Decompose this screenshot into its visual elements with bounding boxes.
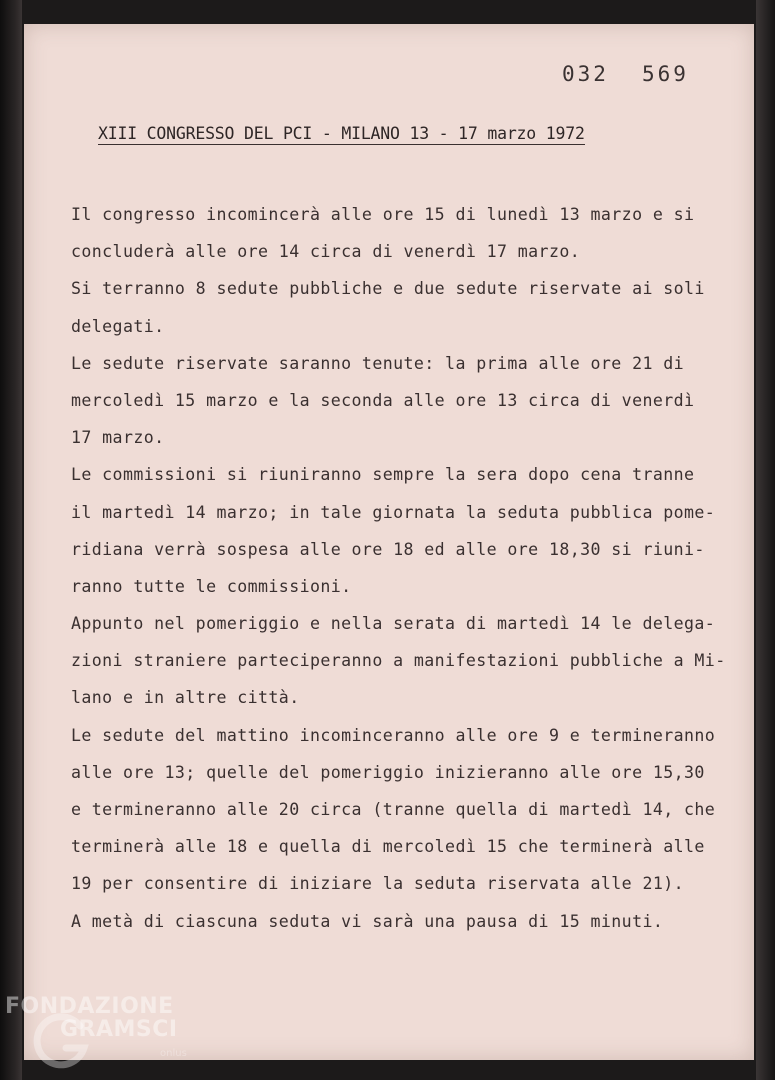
text-line: mercoledì 15 marzo e la seconda alle ore 13 circa di venerdì bbox=[71, 390, 695, 410]
text-line: Le commissioni si riuniranno sempre la sera dopo cena tranne bbox=[71, 465, 695, 485]
text-line: A metà di ciascuna seduta vi sarà una pausa di 15 minuti. bbox=[71, 911, 664, 931]
text-line: terminerà alle 18 e quella di mercoledì 15 che terminerà alle bbox=[71, 837, 705, 857]
scan-border-right bbox=[756, 0, 775, 1080]
text-line: zioni straniere parteciperanno a manifestazioni pubbliche a Mi- bbox=[71, 651, 726, 671]
document-page bbox=[24, 24, 754, 1060]
text-line: e termineranno alle 20 circa (tranne quella di martedì 14, che bbox=[71, 800, 716, 819]
text-line: delegati. bbox=[71, 316, 165, 336]
scan-border-left bbox=[0, 0, 22, 1080]
text-line: ranno tutte le commissioni. bbox=[71, 576, 352, 596]
text-line: 19 per consentire di iniziare la seduta riservata alle 21). bbox=[71, 874, 685, 894]
text-line: Le sedute del mattino incominceranno alle ore 9 e termineranno bbox=[71, 725, 716, 745]
text-line: Il congresso incomincerà alle ore 15 di lunedì 13 marzo e si bbox=[71, 205, 695, 224]
text-line: 17 marzo. bbox=[71, 428, 165, 448]
text-line: concluderà alle ore 14 circa di venerdì 17 marzo. bbox=[71, 242, 581, 262]
text-line: Si terranno 8 sedute pubbliche e due sedute riservate ai soli bbox=[71, 279, 705, 299]
text-line: alle ore 13; quelle del pomeriggio inizieranno alle ore 15,30 bbox=[71, 762, 705, 782]
text-line: Appunto nel pomeriggio e nella serata di martedì 14 le delega- bbox=[71, 614, 716, 634]
text-line: il martedì 14 marzo; in tale giornata la seduta pubblica pome- bbox=[71, 502, 716, 522]
fondazione-gramsci-watermark bbox=[2, 994, 192, 1074]
archive-number-right: 569 bbox=[642, 62, 689, 86]
text-line: ridiana verrà sospesa alle ore 18 ed alle ore 18,30 si riuni- bbox=[71, 539, 705, 559]
watermark-line1: FONDAZIONE bbox=[5, 994, 174, 1019]
watermark-suffix: onlus bbox=[160, 1048, 187, 1059]
document-body bbox=[71, 196, 741, 940]
text-line: lano e in altre città. bbox=[71, 688, 300, 708]
watermark-line2: GRAMSCI bbox=[60, 1017, 178, 1042]
archive-number-left: 032 bbox=[562, 62, 609, 86]
document-title: XIII CONGRESSO DEL PCI - MILANO 13 - 17 marzo 1972 bbox=[98, 124, 585, 143]
text-line: Le sedute riservate saranno tenute: la prima alle ore 21 di bbox=[71, 353, 685, 373]
